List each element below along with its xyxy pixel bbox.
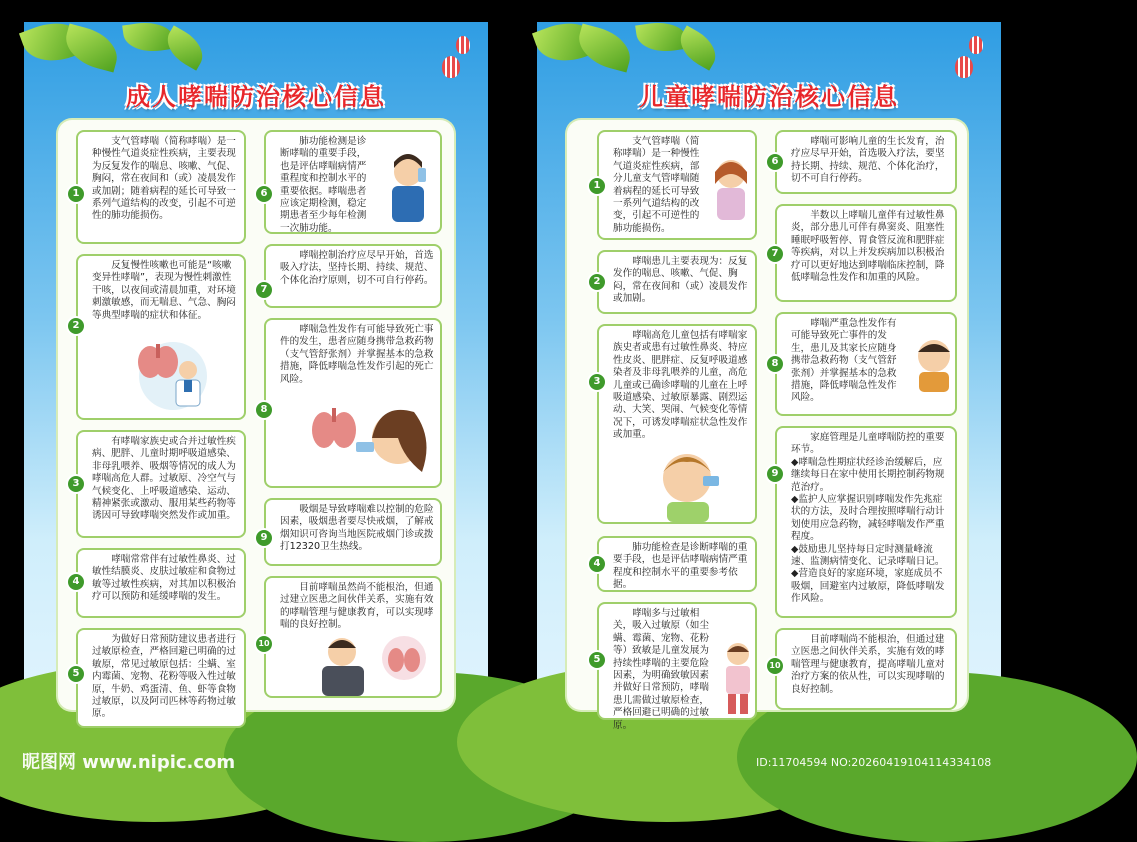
leaf-decoration [60, 23, 122, 72]
card-text: 哮喘控制治疗应尽早开始，首选吸入疗法，坚持长期、持续、规范、个体化治疗原则，切不可自行停药。 [280, 250, 434, 286]
poster-title: 成人哮喘防治核心信息 [126, 83, 386, 111]
number-badge-5: 5 [589, 652, 605, 668]
info-card-7 [264, 244, 442, 308]
card-text: 肺功能检查是诊断哮喘的重要手段，也是评估哮喘病情严重程度和控制水平的重要参考依据。 [613, 542, 748, 591]
number-badge-7: 7 [256, 282, 272, 298]
card-text: 支气管哮喘（简称哮喘）是一种慢性气道炎症性疾病，部分儿童支气管哮喘随着病程的延长可导致一系列气道结构的改变，引起不可逆性的肺功能损伤。 [613, 136, 700, 234]
number-badge-4: 4 [68, 574, 84, 590]
info-card-10 [775, 628, 957, 710]
content-panel [567, 120, 967, 731]
card-text: 目前哮喘虽然尚不能根治，但通过建立医患之间伙伴关系，实施有效的哮喘管理与健康教育，可以实现哮喘的良好控制。 [280, 582, 434, 631]
number-badge-3: 3 [68, 476, 84, 492]
card-text: 哮喘患儿主要表现为：反复发作的喘息、咳嗽、气促、胸闷，常在夜间和（或）凌晨发作或加剧。 [613, 256, 748, 305]
card-text: 吸烟是导致哮喘难以控制的危险因素，吸烟患者要尽快戒烟，了解戒烟知识可咨询当地医院戒烟门诊或拨打12320卫生热线。 [280, 504, 434, 553]
info-card-3 [76, 430, 246, 538]
card-text: 半数以上哮喘儿童伴有过敏性鼻炎，部分患儿可伴有鼻窦炎、阻塞性睡眠呼吸暂停、胃食管反流和肥胖症等疾病，对以上并发疾病加以积极治疗可以更好地达到哮喘临床控制，降低哮喘急性发作和加重的风险。 [791, 210, 945, 284]
number-badge-8: 8 [256, 402, 272, 418]
card-text: 哮喘多与过敏相关，吸入过敏原（如尘螨、霉菌、宠物、花粉等）致敏是儿童发展为持续性哮喘的主要危险因素，为明确致敏因素并做好日常预防，哮喘患儿需做过敏原检查，严格回避已明确的过敏原。 [613, 608, 709, 731]
number-badge-10: 10 [767, 658, 783, 674]
card-text: 目前哮喘尚不能根治，但通过建立医患之间伙伴关系，实施有效的哮喘管理与健康教育，提高哮喘儿童对治疗方案的依从性，可以实现哮喘的良好控制。 [791, 634, 945, 695]
card-bullet: ◆监护人应掌握识别哮喘发作先兆症状的方法，及时合理按照哮喘行动计划使用应急药物，减轻哮喘发作严重程度。 [791, 494, 945, 543]
number-badge-9: 9 [767, 466, 783, 482]
child-poster [537, 22, 1001, 762]
card-text: 哮喘高危儿童包括有哮喘家族史者或患有过敏性鼻炎、特应性皮炎、肥胖症、反复呼吸道感染者及非母乳喂养的儿童，高危儿童或已确诊哮喘的儿童在上呼吸道感染、过敏原暴露、剧烈运动、大笑、哭闹、气候变化等情况下，可诱发哮喘症状急性发作或加重。 [613, 330, 748, 441]
card-text: 哮喘常常伴有过敏性鼻炎、过敏性结膜炎、皮肤过敏症和食物过敏等过敏性疾病，对其加以积极治疗可以预防和延缓哮喘的发生。 [92, 554, 236, 603]
number-badge-5: 5 [68, 666, 84, 682]
info-card-2 [597, 250, 757, 314]
card-text: 肺功能检测是诊断哮喘的重要手段，也是评估哮喘病情严重程度和控制水平的重要依据。哮喘患者应该定期检测，稳定期患者至少每年检测一次肺功能。 [280, 136, 367, 234]
card-text: 为做好日常预防建议患者进行过敏原检查，严格回避已明确的过敏原，常见过敏原包括：尘螨、室内霉菌、宠物、花粉等吸入性过敏原，牛奶、鸡蛋清、鱼、虾等食物过敏原，以及阿司匹林等药物过敏原。 [92, 634, 236, 720]
info-card-8 [264, 318, 442, 488]
coughing-girl-illustration [707, 154, 755, 224]
number-badge-4: 4 [589, 556, 605, 572]
balloon-icon [442, 56, 460, 78]
boy-inhaler-illustration [645, 446, 735, 522]
poster-title: 儿童哮喘防治核心信息 [639, 83, 899, 111]
card-text: 支气管哮喘（简称哮喘）是一种慢性气道炎症性疾病，主要表现为反复发作的喘息、咳嗽、气促、胸闷，常在夜间和（或）凌晨发作或加剧；随着病程的延长可导致一系列气道结构的改变，引起不可逆性的肺功能损伤。 [92, 136, 236, 222]
card-text: 哮喘严重急性发作有可能导致死亡事件的发生，患儿及其家长应随身携带急救药物（支气管舒张剂）并掌握基本的急救措施，降低哮喘急性发作风险。 [791, 318, 897, 404]
info-card-9 [264, 498, 442, 566]
adult-poster [24, 22, 488, 762]
woman-inhaler-illustration [294, 398, 434, 482]
doctor-lungs-illustration [118, 336, 218, 412]
info-card-7 [775, 204, 957, 302]
info-card-3 [597, 324, 757, 524]
sick-boy-illustration [721, 640, 755, 716]
number-badge-6: 6 [767, 154, 783, 170]
info-card-10 [264, 576, 442, 698]
card-text: 家庭管理是儿童哮喘防控的重要环节。 [791, 432, 945, 456]
number-badge-2: 2 [68, 318, 84, 334]
balloon-icon [456, 36, 470, 54]
info-card-6 [264, 130, 442, 234]
card-text: 哮喘急性发作有可能导致死亡事件的发生，患者应随身携带急救药物（支气管舒张剂）并掌握基本的急救措施，降低哮喘急性发作引起的死亡风险。 [280, 324, 434, 385]
watermark-logo: 昵图网 www.nipic.com [22, 752, 236, 773]
card-bullet: ◆鼓励患儿坚持每日定时测量峰流速、监测病情变化、记录哮喘日记。 [791, 543, 945, 568]
content-panel [58, 120, 454, 720]
card-text: 有哮喘家族史或合并过敏性疾病、肥胖、儿童时期呼吸道感染、非母乳喂养、吸烟等情况的成人为哮喘高危人群。过敏原、冷空气与气候变化、上呼吸道感染、运动、精神紧张或激动、服用某些药物等诱因可导致哮喘突然发作或加重。 [92, 436, 236, 522]
info-card-6 [775, 130, 957, 194]
number-badge-2: 2 [589, 274, 605, 290]
info-card-5 [597, 602, 757, 731]
info-card-5 [76, 628, 246, 728]
info-card-1 [76, 130, 246, 244]
number-badge-8: 8 [767, 356, 783, 372]
card-bullet: ◆营造良好的家庭环境，家庭成员不吸烟，回避室内过敏原，降低哮喘发作风险。 [791, 568, 945, 605]
card-bullet: ◆哮喘急性期症状经诊治缓解后，应继续每日在家中使用长期控制药物规范治疗。 [791, 456, 945, 493]
breathless-boy-illustration [913, 336, 955, 392]
watermark-id: ID:11704594 NO:20260419104114334108 [756, 756, 992, 769]
number-badge-1: 1 [68, 186, 84, 202]
number-badge-9: 9 [256, 530, 272, 546]
card-text: 哮喘可影响儿童的生长发育，治疗应尽早开始，首选吸入疗法，要坚持长期、持续、规范、个体化治疗，切不可自行停药。 [791, 136, 945, 185]
number-badge-1: 1 [589, 178, 605, 194]
info-card-2 [76, 254, 246, 420]
info-card-9 [775, 426, 957, 618]
number-badge-3: 3 [589, 374, 605, 390]
info-card-4 [597, 536, 757, 592]
info-card-4 [76, 548, 246, 618]
coughing-man-illustration [294, 634, 434, 696]
inhaler-user-illustration [378, 150, 438, 230]
number-badge-10: 10 [256, 636, 272, 652]
number-badge-7: 7 [767, 246, 783, 262]
card-text: 反复慢性咳嗽也可能是“咳嗽变异性哮喘”，表现为慢性刺激性干咳，以夜间或清晨加重，对环境刺激敏感，而无喘息、气急、胸闷等典型哮喘的症状和体征。 [92, 260, 236, 321]
info-card-1 [597, 130, 757, 240]
info-card-8 [775, 312, 957, 416]
balloon-icon [969, 36, 983, 54]
balloon-icon [955, 56, 973, 78]
leaf-decoration [573, 23, 635, 72]
number-badge-6: 6 [256, 186, 272, 202]
